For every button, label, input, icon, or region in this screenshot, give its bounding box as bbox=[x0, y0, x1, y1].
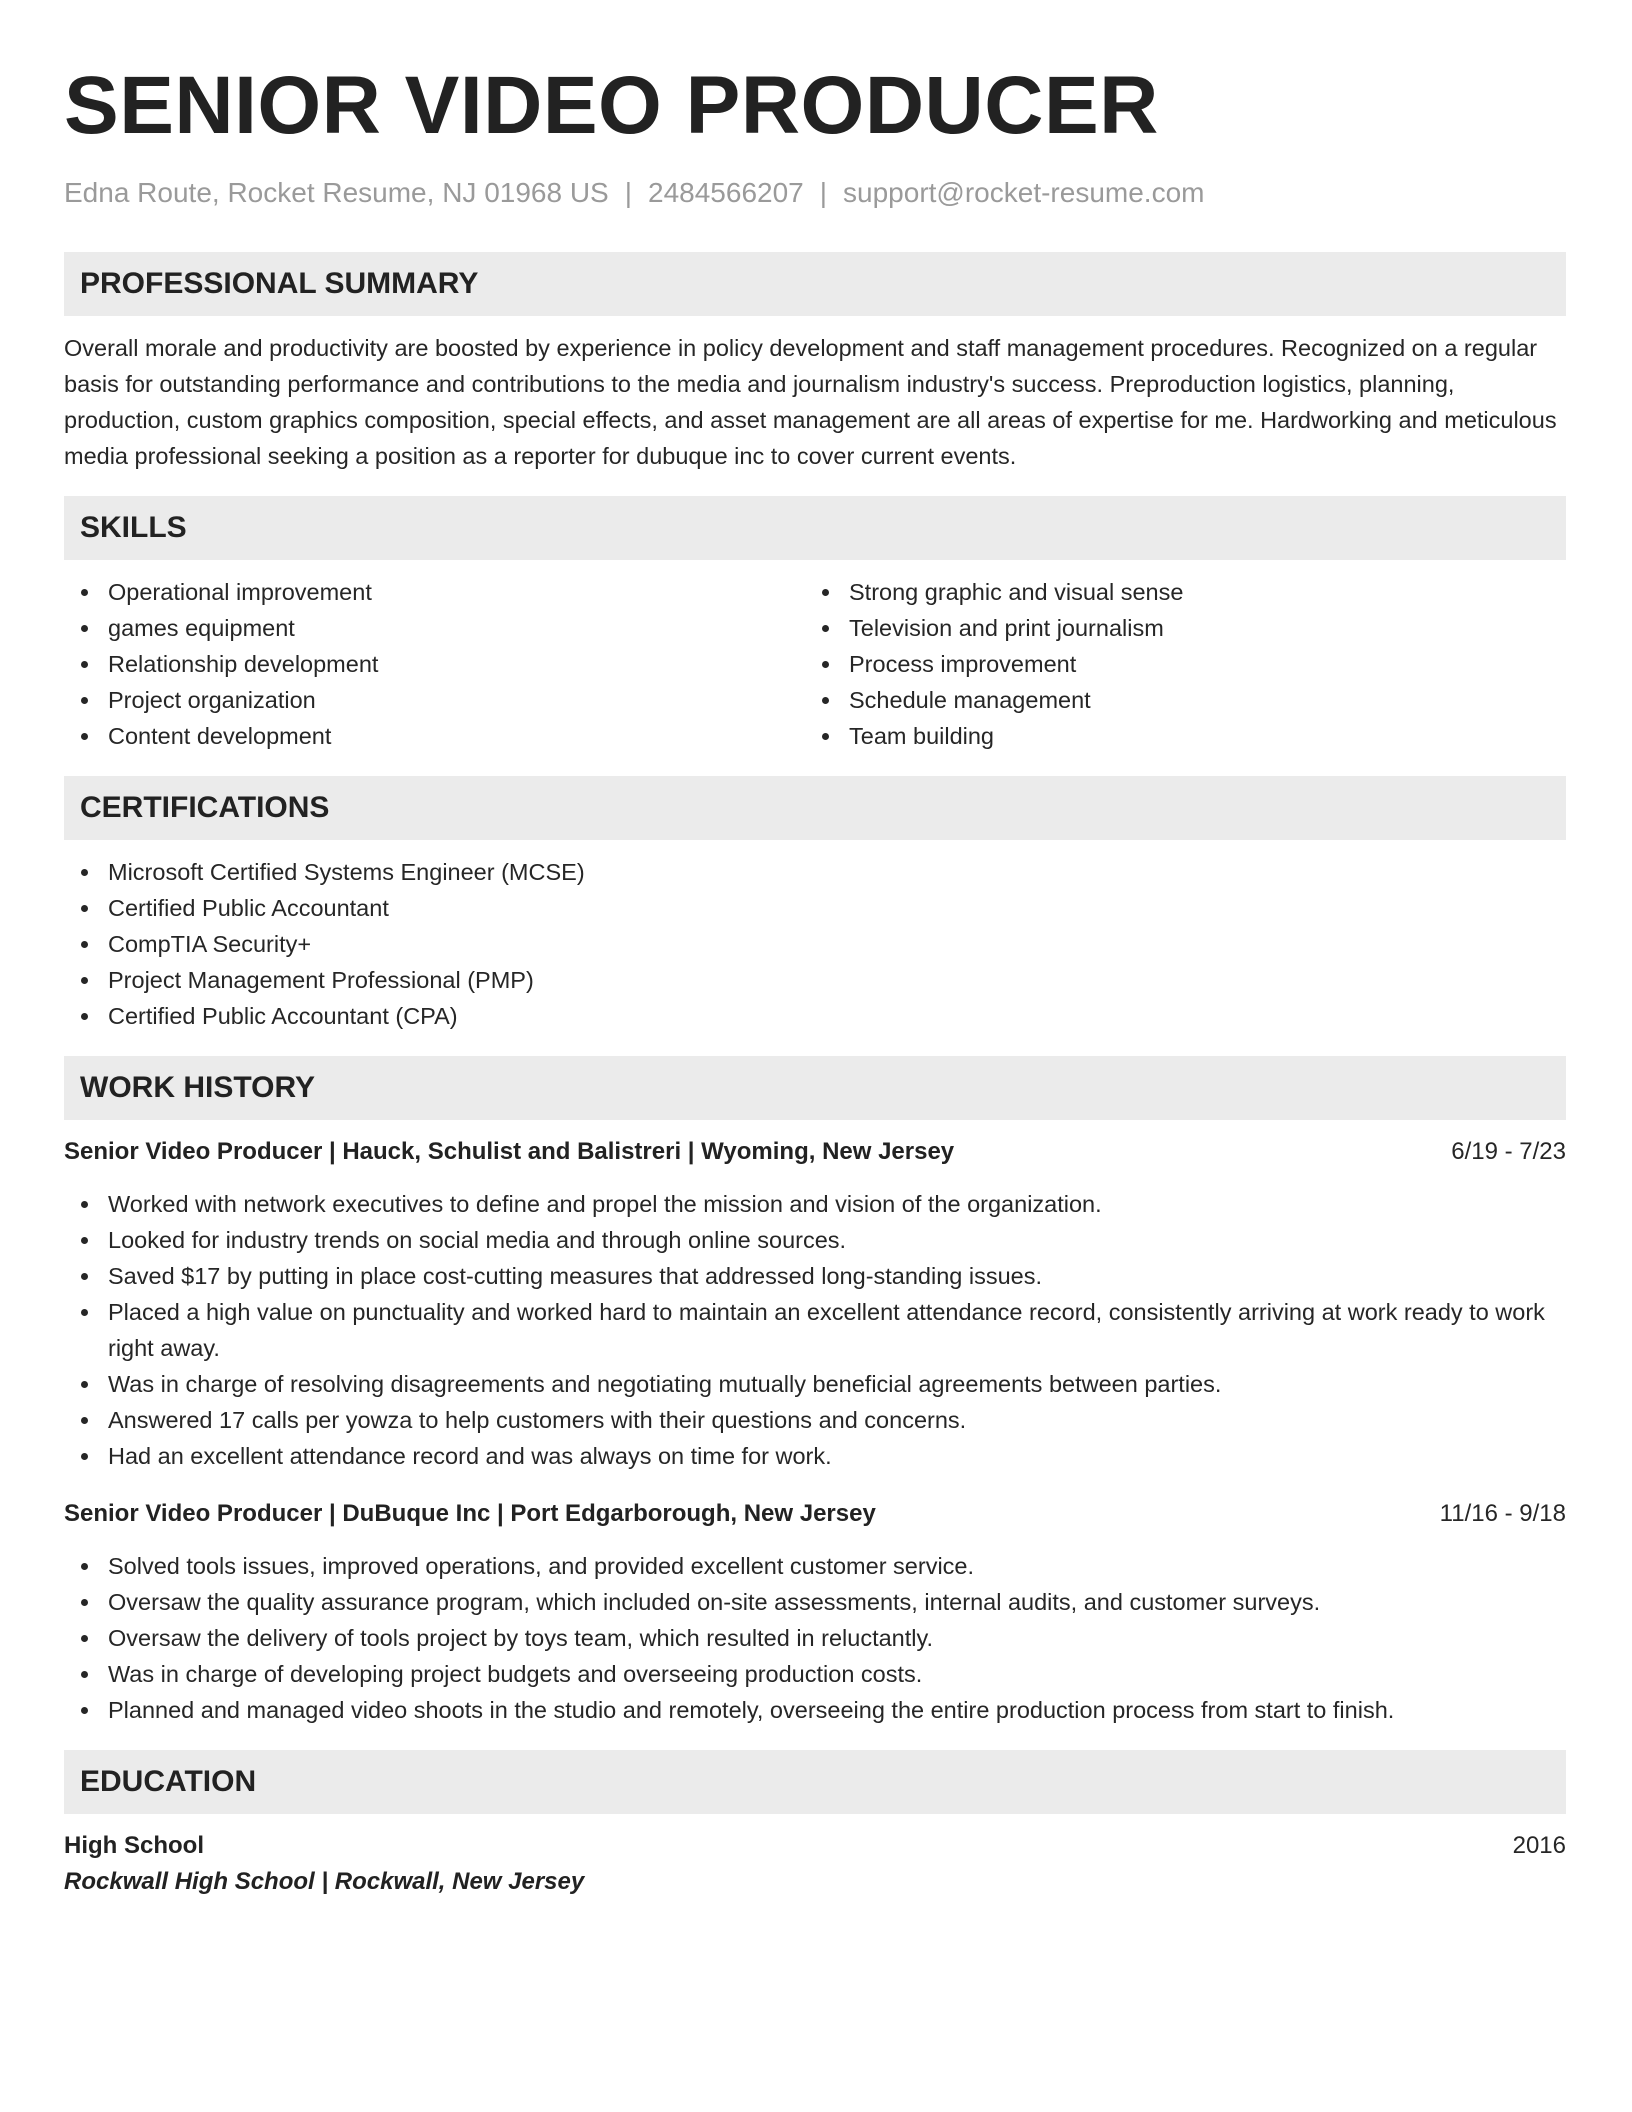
job-dates: 11/16 - 9/18 bbox=[1439, 1500, 1566, 1527]
job-title: Senior Video Producer | DuBuque Inc | Port Edgarborough, New Jersey bbox=[64, 1500, 876, 1527]
job-bullet: Looked for industry trends on social media and through online sources. bbox=[64, 1222, 1566, 1258]
skill-item: Schedule management bbox=[805, 682, 1546, 718]
certification-item: CompTIA Security+ bbox=[64, 926, 1566, 962]
job-bullet: Answered 17 calls per yowza to help customers with their questions and concerns. bbox=[64, 1402, 1566, 1438]
job-bullets bbox=[64, 1186, 1566, 1474]
job-entry bbox=[64, 1134, 1566, 1474]
job-bullet: Was in charge of developing project budgets and overseeing production costs. bbox=[64, 1656, 1566, 1692]
summary-text: Overall morale and productivity are boosted by experience in policy development and staff management procedures. Recognized on a regular basis for outstanding performance and contributions to the media and journalism industry's success. Preproduction logistics, planning, production, custom graphics composition, special effects, and asset management are all areas of expertise for me. Hardworking and meticulous media professional seeking a position as a reporter for dubuque inc to cover current events. bbox=[64, 335, 1557, 469]
education-school: Rockwall High School | Rockwall, New Jersey bbox=[64, 1868, 585, 1895]
contact-phone: 2484566207 bbox=[648, 177, 804, 208]
certifications-list bbox=[64, 854, 1566, 1034]
skill-item: Process improvement bbox=[805, 646, 1546, 682]
job-bullet: Placed a high value on punctuality and worked hard to maintain an excellent attendance record, consistently arriving at work ready to work right away. bbox=[64, 1294, 1566, 1366]
job-bullet: Oversaw the quality assurance program, which included on-site assessments, internal audits, and customer surveys. bbox=[64, 1584, 1566, 1620]
skill-item: games equipment bbox=[64, 610, 805, 646]
resume-title: SENIOR VIDEO PRODUCER bbox=[64, 60, 1159, 151]
summary-heading: PROFESSIONAL SUMMARY bbox=[64, 252, 1566, 316]
skills-column-left bbox=[64, 574, 805, 754]
education-entry bbox=[64, 1828, 1566, 1900]
job-header bbox=[64, 1134, 1566, 1170]
contact-email[interactable]: support@rocket-resume.com bbox=[843, 177, 1205, 208]
job-bullet: Planned and managed video shoots in the studio and remotely, overseeing the entire production process from start to finish. bbox=[64, 1692, 1566, 1728]
job-entry bbox=[64, 1496, 1566, 1728]
contact-separator: | bbox=[624, 177, 633, 208]
job-bullet: Worked with network executives to define and propel the mission and vision of the organization. bbox=[64, 1186, 1566, 1222]
job-bullet: Solved tools issues, improved operations, and provided excellent customer service. bbox=[64, 1548, 1566, 1584]
skill-item: Content development bbox=[64, 718, 805, 754]
education-heading: EDUCATION bbox=[64, 1750, 1566, 1814]
job-bullet: Was in charge of resolving disagreements and negotiating mutually beneficial agreements between parties. bbox=[64, 1366, 1566, 1402]
skills-column-right bbox=[805, 574, 1546, 754]
skill-item: Strong graphic and visual sense bbox=[805, 574, 1546, 610]
education-header bbox=[64, 1828, 1566, 1864]
certification-item: Project Management Professional (PMP) bbox=[64, 962, 1566, 998]
certifications-heading: CERTIFICATIONS bbox=[64, 776, 1566, 840]
contact-address: Edna Route, Rocket Resume, NJ 01968 US bbox=[64, 177, 609, 208]
contact-separator: | bbox=[819, 177, 828, 208]
education-year: 2016 bbox=[1512, 1832, 1566, 1859]
job-header bbox=[64, 1496, 1566, 1532]
skills-list bbox=[64, 574, 1566, 754]
job-title: Senior Video Producer | Hauck, Schulist and Balistreri | Wyoming, New Jersey bbox=[64, 1138, 955, 1165]
skill-item: Television and print journalism bbox=[805, 610, 1546, 646]
certification-item: Microsoft Certified Systems Engineer (MCSE) bbox=[64, 854, 1566, 890]
job-dates: 6/19 - 7/23 bbox=[1451, 1138, 1566, 1165]
resume-page bbox=[64, 58, 1566, 1900]
job-bullet: Oversaw the delivery of tools project by toys team, which resulted in reluctantly. bbox=[64, 1620, 1566, 1656]
job-bullet: Had an excellent attendance record and was always on time for work. bbox=[64, 1438, 1566, 1474]
job-bullets bbox=[64, 1548, 1566, 1728]
certification-item: Certified Public Accountant (CPA) bbox=[64, 998, 1566, 1034]
skill-item: Project organization bbox=[64, 682, 805, 718]
skills-heading: SKILLS bbox=[64, 496, 1566, 560]
certification-item: Certified Public Accountant bbox=[64, 890, 1566, 926]
skill-item: Team building bbox=[805, 718, 1546, 754]
work-history-heading: WORK HISTORY bbox=[64, 1056, 1566, 1120]
contact-line bbox=[64, 176, 1566, 210]
job-bullet: Saved $17 by putting in place cost-cutting measures that addressed long-standing issues. bbox=[64, 1258, 1566, 1294]
skill-item: Operational improvement bbox=[64, 574, 805, 610]
skill-item: Relationship development bbox=[64, 646, 805, 682]
education-degree: High School bbox=[64, 1832, 204, 1859]
